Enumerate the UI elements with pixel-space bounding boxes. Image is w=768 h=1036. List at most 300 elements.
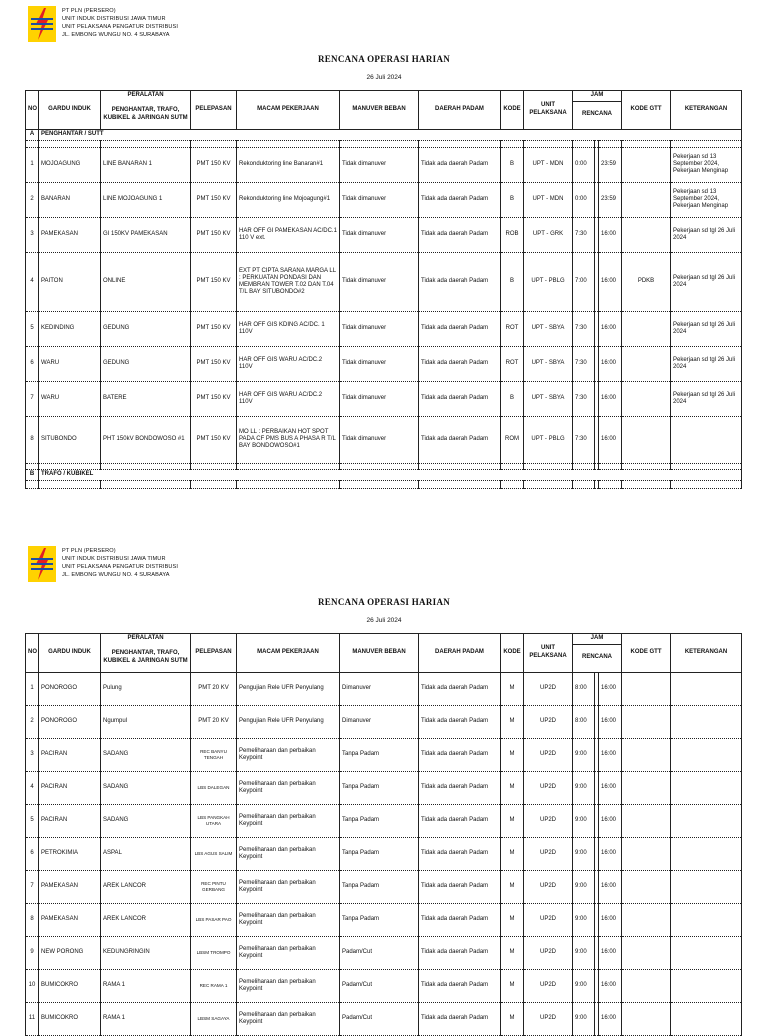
- cell-gardu: PAMEKASAN: [39, 870, 101, 903]
- cell-selesai: 16:00: [599, 1002, 622, 1035]
- cell-ket: [671, 705, 742, 738]
- cell-pelepasan: PMT 150 KV: [191, 346, 237, 381]
- cell-unit: UPT - PBLG: [524, 252, 573, 311]
- cell-selesai: 16:00: [599, 672, 622, 705]
- cell-daerah: Tidak ada daerah Padam: [419, 346, 501, 381]
- table-row: [26, 870, 742, 903]
- cell-kode: ROB: [501, 217, 524, 252]
- cell-gtt: [622, 705, 671, 738]
- cell-kode: M: [501, 804, 524, 837]
- cell-kode: M: [501, 672, 524, 705]
- header-rencana: RENCANA: [573, 644, 622, 672]
- header-unit: UNIT PELAKSANA: [524, 91, 573, 130]
- cell-ket: Pekerjaan sd tgl 26 Juli 2024: [671, 311, 742, 346]
- cell-peralatan: GI 150KV PAMEKASAN: [101, 217, 191, 252]
- cell-pekerjaan: Pemeliharaan dan perbaikan Keypoint: [237, 1002, 340, 1035]
- header-jam: JAM: [573, 634, 622, 645]
- header-unit: UNIT PELAKSANA: [524, 634, 573, 673]
- header-ket: KETERANGAN: [671, 634, 742, 673]
- cell-selesai: 16:00: [599, 804, 622, 837]
- cell-gtt: [622, 416, 671, 463]
- cell-daerah: Tidak ada daerah Padam: [419, 381, 501, 416]
- cell-mulai: 9:00: [573, 771, 595, 804]
- table-row: [26, 672, 742, 705]
- cell-selesai: 16:00: [599, 416, 622, 463]
- cell-peralatan: ASPAL: [101, 837, 191, 870]
- cell-no: 11: [26, 1002, 39, 1035]
- cell-unit: UP2D: [524, 771, 573, 804]
- operations-table: [25, 90, 742, 489]
- company-line: UNIT PELAKSANA PENGATUR DISTRIBUSI: [62, 24, 179, 30]
- cell-ket: Pekerjaan sd tgl 26 Juli 2024: [671, 346, 742, 381]
- cell-manuver: Tidak dimanuver: [340, 217, 419, 252]
- cell-kode: B: [501, 182, 524, 217]
- cell-kode: M: [501, 705, 524, 738]
- cell-no: 5: [26, 311, 39, 346]
- cell-gtt: [622, 870, 671, 903]
- cell-gardu: KEDINDING: [39, 311, 101, 346]
- table-row: [26, 969, 742, 1002]
- pln-logo-icon: [28, 546, 56, 582]
- cell-selesai: 16:00: [599, 870, 622, 903]
- header-manuver: MANUVER BEBAN: [340, 91, 419, 130]
- header-gtt: KODE GTT: [622, 634, 671, 673]
- cell-gardu: PETROKIMIA: [39, 837, 101, 870]
- cell-pekerjaan: EXT PT CIPTA SARANA MARGA LL : PERKUATAN PONDASI DAN MEMBRAN TOWER T.02 DAN T.04 T/L BAY SITUBONDO#2: [237, 252, 340, 311]
- cell-pekerjaan: Pemeliharaan dan perbaikan Keypoint: [237, 804, 340, 837]
- cell-pelepasan: PMT 20 KV: [191, 705, 237, 738]
- cell-pekerjaan: HAR OFF GI PAMEKASAN AC/DC.1 110 V ext.: [237, 217, 340, 252]
- header-peralatan: PENGHANTAR, TRAFO, KUBIKEL & JARINGAN SUTM: [101, 101, 191, 129]
- table-row: [26, 804, 742, 837]
- cell-daerah: Tidak ada daerah Padam: [419, 738, 501, 771]
- header-pelepasan: PELEPASAN: [191, 634, 237, 673]
- cell-daerah: Tidak ada daerah Padam: [419, 1002, 501, 1035]
- cell-mulai: 8:00: [573, 705, 595, 738]
- cell-no: 7: [26, 381, 39, 416]
- cell-selesai: 16:00: [599, 311, 622, 346]
- cell-pelepasan: REC BANYU TENGAH: [191, 738, 237, 771]
- cell-mulai: 9:00: [573, 870, 595, 903]
- cell-no: 6: [26, 346, 39, 381]
- cell-selesai: 16:00: [599, 705, 622, 738]
- cell-daerah: Tidak ada daerah Padam: [419, 147, 501, 182]
- cell-selesai: 16:00: [599, 738, 622, 771]
- header-gardu: GARDU INDUK: [39, 634, 101, 673]
- cell-pekerjaan: MO LL : PERBAIKAN HOT SPOT PADA CF PMS BUS A PHASA R T/L BAY BONDOWOSO#1: [237, 416, 340, 463]
- cell-unit: UP2D: [524, 969, 573, 1002]
- cell-manuver: Padam/Cut: [340, 969, 419, 1002]
- cell-daerah: Tidak ada daerah Padam: [419, 252, 501, 311]
- cell-kode: M: [501, 771, 524, 804]
- cell-peralatan: AREK LANCOR: [101, 903, 191, 936]
- cell-mulai: 0:00: [573, 182, 595, 217]
- cell-pekerjaan: Pemeliharaan dan perbaikan Keypoint: [237, 738, 340, 771]
- cell-pekerjaan: Rekonduktoring line Mojoagung#1: [237, 182, 340, 217]
- section-label: TRAFO / KUBIKEL: [39, 469, 742, 480]
- cell-pelepasan: PMT 150 KV: [191, 311, 237, 346]
- cell-unit: UPT - MDN: [524, 182, 573, 217]
- cell-gardu: NEW PORONG: [39, 936, 101, 969]
- cell-unit: UPT - SBYA: [524, 311, 573, 346]
- cell-selesai: 16:00: [599, 252, 622, 311]
- header-jam: JAM: [573, 91, 622, 102]
- cell-no: 4: [26, 252, 39, 311]
- cell-selesai: 16:00: [599, 903, 622, 936]
- cell-daerah: Tidak ada daerah Padam: [419, 936, 501, 969]
- company-address: [62, 547, 178, 579]
- cell-mulai: 7:30: [573, 381, 595, 416]
- cell-ket: [671, 903, 742, 936]
- cell-gardu: BUMICOKRO: [39, 969, 101, 1002]
- cell-no: 4: [26, 771, 39, 804]
- table-row: [26, 936, 742, 969]
- cell-peralatan: GEDUNG: [101, 346, 191, 381]
- cell-ket: [671, 416, 742, 463]
- header-kode: KODE: [501, 91, 524, 130]
- cell-pelepasan: REC PINTU GERBANG: [191, 870, 237, 903]
- cell-mulai: 9:00: [573, 1002, 595, 1035]
- cell-selesai: 16:00: [599, 381, 622, 416]
- cell-no: 6: [26, 837, 39, 870]
- cell-gtt: [622, 771, 671, 804]
- cell-pekerjaan: Pengujian Rele UFR Penyulang: [237, 672, 340, 705]
- cell-mulai: 9:00: [573, 969, 595, 1002]
- cell-pekerjaan: Pemeliharaan dan perbaikan Keypoint: [237, 771, 340, 804]
- cell-gardu: PACIRAN: [39, 771, 101, 804]
- cell-ket: Pekerjaan sd tgl 26 Juli 2024: [671, 381, 742, 416]
- cell-ket: [671, 771, 742, 804]
- table-row: [26, 1002, 742, 1035]
- cell-no: 3: [26, 738, 39, 771]
- cell-unit: UP2D: [524, 738, 573, 771]
- cell-no: 2: [26, 182, 39, 217]
- cell-daerah: Tidak ada daerah Padam: [419, 217, 501, 252]
- cell-mulai: 7:30: [573, 416, 595, 463]
- cell-daerah: Tidak ada daerah Padam: [419, 903, 501, 936]
- company-line: UNIT INDUK DISTRIBUSI JAWA TIMUR: [62, 16, 166, 22]
- document-title: RENCANA OPERASI HARIAN: [317, 54, 451, 64]
- cell-selesai: 16:00: [599, 837, 622, 870]
- cell-pekerjaan: Pemeliharaan dan perbaikan Keypoint: [237, 837, 340, 870]
- cell-pelepasan: PMT 150 KV: [191, 252, 237, 311]
- header-gardu: GARDU INDUK: [39, 91, 101, 130]
- header-pekerjaan: MACAM PEKERJAAN: [237, 91, 340, 130]
- cell-ket: [671, 870, 742, 903]
- cell-manuver: Dimanuver: [340, 705, 419, 738]
- cell-daerah: Tidak ada daerah Padam: [419, 870, 501, 903]
- cell-manuver: Tanpa Padam: [340, 738, 419, 771]
- cell-manuver: Tanpa Padam: [340, 804, 419, 837]
- table-row: [26, 346, 742, 381]
- cell-gtt: [622, 381, 671, 416]
- cell-pekerjaan: Rekonduktoring line Banaran#1: [237, 147, 340, 182]
- cell-kode: B: [501, 252, 524, 311]
- table-row: [26, 217, 742, 252]
- cell-kode: B: [501, 381, 524, 416]
- section-code: A: [26, 129, 39, 140]
- cell-daerah: Tidak ada daerah Padam: [419, 705, 501, 738]
- cell-gtt: [622, 217, 671, 252]
- header-daerah: DAERAH PADAM: [419, 634, 501, 673]
- table-row: [26, 182, 742, 217]
- cell-selesai: 16:00: [599, 771, 622, 804]
- cell-manuver: Tidak dimanuver: [340, 381, 419, 416]
- cell-mulai: 9:00: [573, 804, 595, 837]
- cell-gtt: PDKB: [622, 252, 671, 311]
- cell-manuver: Tanpa Padam: [340, 903, 419, 936]
- cell-daerah: Tidak ada daerah Padam: [419, 837, 501, 870]
- cell-manuver: Tanpa Padam: [340, 771, 419, 804]
- cell-kode: ROM: [501, 416, 524, 463]
- table-row: [26, 771, 742, 804]
- cell-selesai: 16:00: [599, 969, 622, 1002]
- cell-unit: UP2D: [524, 672, 573, 705]
- header-rencana: RENCANA: [573, 101, 622, 129]
- cell-ket: [671, 672, 742, 705]
- cell-gtt: [622, 969, 671, 1002]
- cell-manuver: Tidak dimanuver: [340, 346, 419, 381]
- cell-gtt: [622, 738, 671, 771]
- cell-gardu: MOJOAGUNG: [39, 147, 101, 182]
- cell-daerah: Tidak ada daerah Padam: [419, 969, 501, 1002]
- cell-selesai: 16:00: [599, 936, 622, 969]
- cell-unit: UP2D: [524, 705, 573, 738]
- cell-mulai: 7:30: [573, 217, 595, 252]
- cell-daerah: Tidak ada daerah Padam: [419, 182, 501, 217]
- cell-peralatan: BATERE: [101, 381, 191, 416]
- cell-ket: [671, 1002, 742, 1035]
- cell-mulai: 8:00: [573, 672, 595, 705]
- cell-unit: UPT - SBYA: [524, 381, 573, 416]
- cell-pelepasan: LBSM SAGAYA: [191, 1002, 237, 1035]
- cell-pelepasan: LBS PASAR PAO: [191, 903, 237, 936]
- table-row: [26, 252, 742, 311]
- cell-pekerjaan: HAR OFF GIS WARU AC/DC.2 110V: [237, 346, 340, 381]
- cell-peralatan: RAMA 1: [101, 1002, 191, 1035]
- cell-gardu: WARU: [39, 381, 101, 416]
- cell-kode: M: [501, 870, 524, 903]
- table-row: [26, 416, 742, 463]
- cell-gtt: [622, 1002, 671, 1035]
- cell-manuver: Dimanuver: [340, 672, 419, 705]
- document-date: 26 Juli 2024: [366, 74, 402, 81]
- cell-pelepasan: LBS AGUS SALIM: [191, 837, 237, 870]
- table-row: [26, 705, 742, 738]
- cell-gardu: BUMICOKRO: [39, 1002, 101, 1035]
- cell-no: 7: [26, 870, 39, 903]
- cell-peralatan: LINE BANARAN 1: [101, 147, 191, 182]
- cell-peralatan: ONLINE: [101, 252, 191, 311]
- cell-gtt: [622, 311, 671, 346]
- operations-table: [25, 633, 742, 1036]
- section-label: PENGHANTAR / SUTT: [39, 129, 742, 140]
- cell-kode: M: [501, 837, 524, 870]
- cell-ket: [671, 738, 742, 771]
- cell-ket: [671, 804, 742, 837]
- cell-ket: Pekerjaan sd tgl 26 Juli 2024: [671, 252, 742, 311]
- cell-gtt: [622, 346, 671, 381]
- header-peralatan-top: PERALATAN: [101, 634, 191, 645]
- cell-selesai: 23:59: [599, 182, 622, 217]
- cell-unit: UPT - SBYA: [524, 346, 573, 381]
- cell-ket: [671, 969, 742, 1002]
- cell-unit: UPT - GRK: [524, 217, 573, 252]
- table-row: [26, 738, 742, 771]
- header-daerah: DAERAH PADAM: [419, 91, 501, 130]
- table-row: [26, 147, 742, 182]
- cell-pekerjaan: Pemeliharaan dan perbaikan Keypoint: [237, 969, 340, 1002]
- cell-pekerjaan: Pemeliharaan dan perbaikan Keypoint: [237, 870, 340, 903]
- cell-gtt: [622, 182, 671, 217]
- cell-unit: UPT - PBLG: [524, 416, 573, 463]
- cell-peralatan: AREK LANCOR: [101, 870, 191, 903]
- company-line: PT PLN (PERSERO): [62, 548, 116, 554]
- header-kode: KODE: [501, 634, 524, 673]
- cell-pelepasan: LBS PANGKAH UTARA: [191, 804, 237, 837]
- cell-peralatan: Ngumpul: [101, 705, 191, 738]
- cell-peralatan: LINE MOJOAGUNG 1: [101, 182, 191, 217]
- cell-pelepasan: PMT 150 KV: [191, 147, 237, 182]
- cell-pelepasan: REC RAMA 1: [191, 969, 237, 1002]
- cell-selesai: 23:59: [599, 147, 622, 182]
- cell-manuver: Tidak dimanuver: [340, 416, 419, 463]
- cell-ket: [671, 936, 742, 969]
- header-ket: KETERANGAN: [671, 91, 742, 130]
- header-pelepasan: PELEPASAN: [191, 91, 237, 130]
- cell-gtt: [622, 837, 671, 870]
- header-no: NO: [26, 634, 39, 673]
- cell-gardu: PONOROGO: [39, 672, 101, 705]
- header-gtt: KODE GTT: [622, 91, 671, 130]
- cell-unit: UP2D: [524, 870, 573, 903]
- cell-kode: M: [501, 936, 524, 969]
- cell-no: 3: [26, 217, 39, 252]
- cell-mulai: 0:00: [573, 147, 595, 182]
- cell-pelepasan: LBS DALEGAN: [191, 771, 237, 804]
- cell-ket: Pekerjaan sd tgl 26 Juli 2024: [671, 217, 742, 252]
- cell-gtt: [622, 804, 671, 837]
- cell-kode: ROT: [501, 346, 524, 381]
- cell-pelepasan: PMT 20 KV: [191, 672, 237, 705]
- table-row: [26, 311, 742, 346]
- cell-mulai: 7:00: [573, 252, 595, 311]
- cell-gtt: [622, 936, 671, 969]
- cell-pekerjaan: Pengujian Rele UFR Penyulang: [237, 705, 340, 738]
- header-peralatan: PENGHANTAR, TRAFO, KUBIKEL & JARINGAN SUTM: [101, 644, 191, 672]
- cell-mulai: 9:00: [573, 837, 595, 870]
- company-line: UNIT INDUK DISTRIBUSI JAWA TIMUR: [62, 556, 166, 562]
- cell-mulai: 9:00: [573, 903, 595, 936]
- cell-manuver: Tidak dimanuver: [340, 311, 419, 346]
- cell-no: 9: [26, 936, 39, 969]
- cell-manuver: Tanpa Padam: [340, 837, 419, 870]
- cell-gardu: WARU: [39, 346, 101, 381]
- cell-pelepasan: PMT 150 KV: [191, 381, 237, 416]
- cell-daerah: Tidak ada daerah Padam: [419, 672, 501, 705]
- cell-manuver: Padam/Cut: [340, 1002, 419, 1035]
- cell-manuver: Tidak dimanuver: [340, 182, 419, 217]
- cell-kode: B: [501, 147, 524, 182]
- cell-unit: UP2D: [524, 1002, 573, 1035]
- cell-peralatan: SADANG: [101, 771, 191, 804]
- cell-peralatan: PHT 150kV BONDOWOSO #1: [101, 416, 191, 463]
- cell-pekerjaan: HAR OFF GIS WARU AC/DC.2 110V: [237, 381, 340, 416]
- cell-no: 5: [26, 804, 39, 837]
- cell-manuver: Padam/Cut: [340, 936, 419, 969]
- company-line: JL. EMBONG WUNGU NO. 4 SURABAYA: [62, 32, 170, 38]
- cell-mulai: 7:30: [573, 346, 595, 381]
- cell-peralatan: RAMA 1: [101, 969, 191, 1002]
- cell-gtt: [622, 147, 671, 182]
- cell-unit: UP2D: [524, 804, 573, 837]
- document-title: RENCANA OPERASI HARIAN: [317, 597, 451, 607]
- cell-selesai: 16:00: [599, 346, 622, 381]
- header-manuver: MANUVER BEBAN: [340, 634, 419, 673]
- header-pekerjaan: MACAM PEKERJAAN: [237, 634, 340, 673]
- cell-kode: M: [501, 1002, 524, 1035]
- cell-pelepasan: LBSM TROMPO: [191, 936, 237, 969]
- cell-unit: UP2D: [524, 936, 573, 969]
- section-code: B: [26, 469, 39, 480]
- cell-gardu: PAMEKASAN: [39, 217, 101, 252]
- cell-pekerjaan: Pemeliharaan dan perbaikan Keypoint: [237, 936, 340, 969]
- cell-pekerjaan: HAR OFF GIS KDING AC/DC. 1 110V: [237, 311, 340, 346]
- table-row: [26, 837, 742, 870]
- cell-manuver: Tidak dimanuver: [340, 147, 419, 182]
- cell-unit: UP2D: [524, 837, 573, 870]
- cell-gardu: PONOROGO: [39, 705, 101, 738]
- document-date: 26 Juli 2024: [366, 617, 402, 624]
- cell-daerah: Tidak ada daerah Padam: [419, 804, 501, 837]
- cell-daerah: Tidak ada daerah Padam: [419, 311, 501, 346]
- cell-gardu: PAMEKASAN: [39, 903, 101, 936]
- cell-gtt: [622, 672, 671, 705]
- cell-peralatan: GEDUNG: [101, 311, 191, 346]
- table-row: [26, 381, 742, 416]
- company-address: [62, 7, 178, 39]
- cell-no: 8: [26, 416, 39, 463]
- cell-peralatan: SADANG: [101, 738, 191, 771]
- company-line: PT PLN (PERSERO): [62, 8, 116, 14]
- cell-kode: M: [501, 738, 524, 771]
- pln-logo-icon: [28, 6, 56, 42]
- cell-ket: Pekerjaan sd 13 September 2024, Pekerjaan Menginap: [671, 182, 742, 217]
- cell-unit: UPT - MDN: [524, 147, 573, 182]
- cell-daerah: Tidak ada daerah Padam: [419, 416, 501, 463]
- cell-kode: M: [501, 969, 524, 1002]
- cell-kode: M: [501, 903, 524, 936]
- cell-pekerjaan: Pemeliharaan dan perbaikan Keypoint: [237, 903, 340, 936]
- cell-peralatan: Pulung: [101, 672, 191, 705]
- cell-mulai: 7:30: [573, 311, 595, 346]
- cell-gardu: PACIRAN: [39, 738, 101, 771]
- cell-gardu: PAITON: [39, 252, 101, 311]
- cell-pelepasan: PMT 150 KV: [191, 416, 237, 463]
- cell-kode: ROT: [501, 311, 524, 346]
- cell-no: 10: [26, 969, 39, 1002]
- cell-gardu: SITUBONDO: [39, 416, 101, 463]
- cell-gtt: [622, 903, 671, 936]
- cell-gardu: PACIRAN: [39, 804, 101, 837]
- cell-peralatan: KEDUNGRINGIN: [101, 936, 191, 969]
- cell-selesai: 16:00: [599, 217, 622, 252]
- cell-mulai: 9:00: [573, 738, 595, 771]
- cell-mulai: 9:00: [573, 936, 595, 969]
- cell-daerah: Tidak ada daerah Padam: [419, 771, 501, 804]
- cell-peralatan: SADANG: [101, 804, 191, 837]
- cell-gardu: BANARAN: [39, 182, 101, 217]
